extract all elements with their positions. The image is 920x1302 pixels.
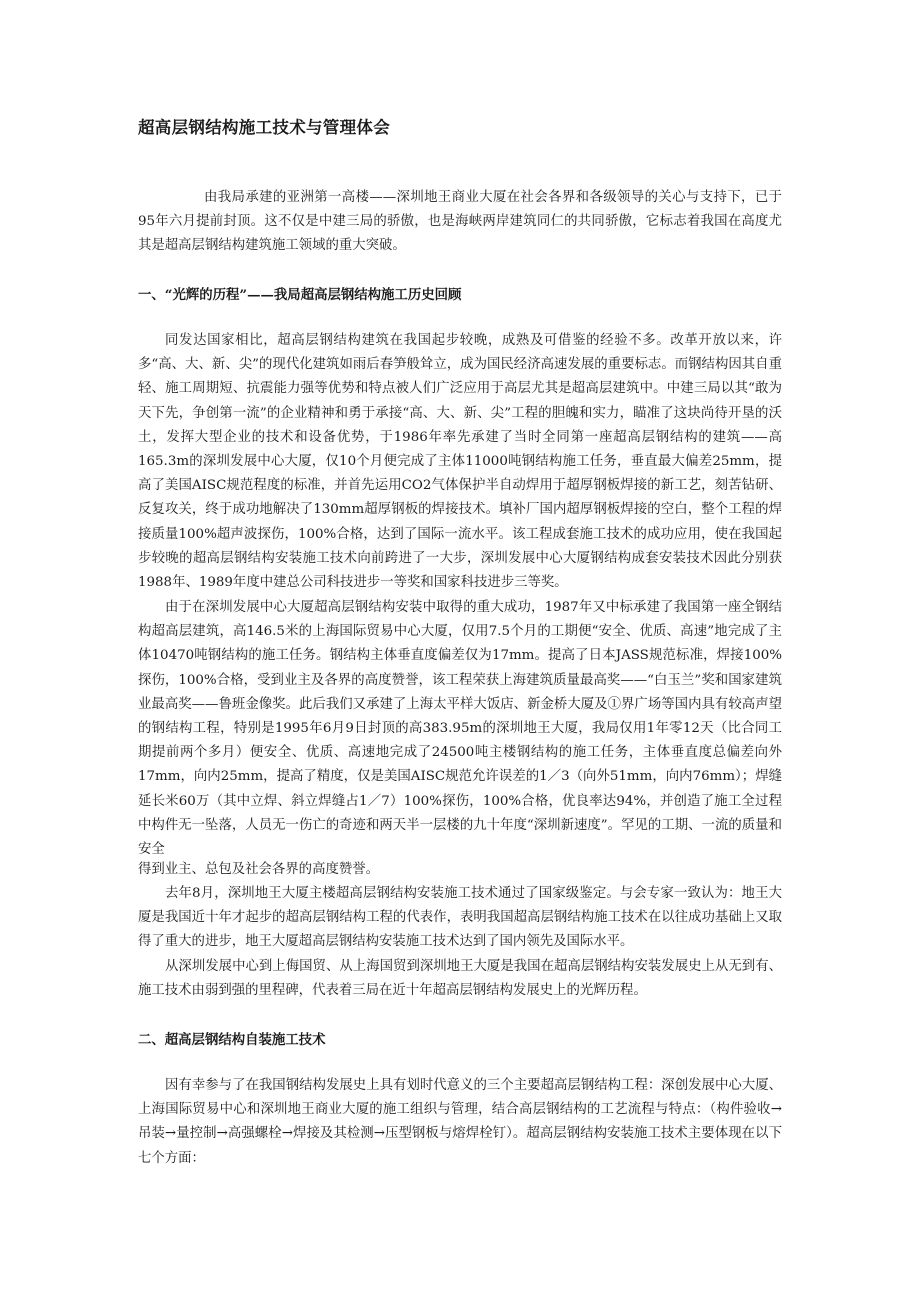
section-1-paragraph-4: 从深圳发展中心到上侮国贸、从上海国贸到深圳地王大厦是我国在超高层钢结构安装发展史上从无到有、施工技术由弱到强的里程碑，代表着三局在近十年超高层钢结构发展史上的光辉历程。 bbox=[138, 959, 782, 999]
section-1-paragraph-1: 同发达国家相比，超高层钢结构建筑在我国起步较晚，成熟及可借鉴的经验不多。改革开放以来，许多“高、大、新、尖”的现代化建筑如雨后春笋般耸立，成为国民经济高速发展的重要标志。而钢结构因其自重轻、施工周期短、抗震能力强等优势和特点被人们广泛应用于高层尤其是超高层建筑中。中建三局以其“敢为天下先，争创第一流”的企业精神和勇于承接“高、大、新、尖”工程的胆魄和实力，瞄准了这块尚待开垦的沃土，发挥大型企业的技术和设备优势，于1986年率先承建了当时全同第一座超高层钢结构的建筑——高165.3m的深圳发展中心大厦，仅10个月便完成了主体11000吨钢结构施工任务，垂直最大偏差25mm，提高了美国AISC规范程度的标准，并首先运用CO2气体保护半自动焊用于超厚钢板焊接的新工艺，刻苦钻研、反复攻关，终于成功地解决了130mm超厚钢板的焊接技术。填补厂国内超厚钢板焊接的空白，整个工程的焊接质量100%超声波探伤，100%合格，达到了国际一流水平。该工程成套施工技术的成功应用，使在我国起步较晚的超高层钢结构安装施工技术向前跨进了一大步，深圳发展中心大厦钢结构成套安装技术因此分别获1988年、1989年度中建总公司科技进步一等奖和国家科技进步三等奖。 bbox=[138, 333, 782, 591]
section-1-paragraph-2-continued: 得到业主、总包及社会各界的高度赞誉。 bbox=[138, 862, 380, 877]
section-1-paragraph-2: 由于在深圳发展中心大厦超高层钢结构安装中取得的重大成功，1987年又中标承建了我国第一座全钢结构超高层建筑，高146.5米的上海国际贸易中心大厦，仅用7.5个月的工期便“安全、优质、高速”地完成了主体10470吨钢结构的施工任务。钢结构主体垂直度偏差仅为17mm。提高了日本JASS规范标准，焊接100%探伤，100%合格，受到业主及各界的高度赞誉，该工程荣获上海建筑质量最高奖——“白玉兰”奖和国家建筑业最高奖——鲁班金像奖。此后我们又承建了上海太平样大饭店、新金桥大厦及①界广场等国内具有较高声望的钢结构工程，特别是1995年6月9日封顶的高383.95m的深圳地王大厦，我局仅用1年零12天（比合同工期提前两个多月）便安全、优质、高速地完成了24500吨主楼钢结构的施工任务，主体垂直度总偏差向外17mm，向内25mm，提高了精度，仅是美国AISC规范允许误差的1／3（向外51mm，向内76mm）；焊缝延长米60万（其中立焊、斜立焊缝占1／7）100%探伤，100%合格，优良率达94%，并创造了施工全过程中构件无一坠落，人员无一伤亡的奇迹和两天半一层楼的九十年度“深圳新速度”。罕见的工期、一流的质量和安全 bbox=[138, 600, 782, 858]
document-title: 超高层钢结构施工技术与管理体会 bbox=[138, 118, 390, 137]
section-1-heading: 一、“光辉的历程”——我局超高层钢结构施工历史回顾 bbox=[138, 287, 462, 303]
intro-paragraph: 由我局承建的亚洲第一高楼——深圳地王商业大厦在社会各界和各级领导的关心与支持下，已于95年六月提前封顶。这不仅是中建三局的骄傲，也是海峡两岸建筑同仁的共同骄傲，它标志着我国在高度尤其是超高层钢结构建筑施工领域的重大突破。 bbox=[138, 190, 782, 254]
section-2-heading: 二、超高层钢结构自装施工技术 bbox=[138, 1032, 326, 1048]
section-2-paragraph-1: 因有幸参与了在我国钢结构发展史上具有划时代意义的三个主要超高层钢结构工程：深创发展中心大厦、上海国际贸易中心和深圳地王商业大厦的施工组织与管理，结合高层钢结构的工艺流程与特点：（构件验收→吊装→量控制→高强螺栓→焊接及其检测→压型钢板与熔焊栓钉）。超高层钢结构安装施工技术主要体现在以下七个方面： bbox=[138, 1078, 782, 1166]
section-1-paragraph-3: 去年8月，深圳地王大厦主楼超高层钢结构安装施工技术通过了国家级鉴定。与会专家一致认为：地王大厦是我国近十年才起步的超高层钢结构工程的代表作，表明我国超高层钢结构施工技术在以往成功基础上又取得了重大的进步，地王大厦超高层钢结构安装施工技术达到了国内领先及国际水平。 bbox=[138, 886, 782, 950]
